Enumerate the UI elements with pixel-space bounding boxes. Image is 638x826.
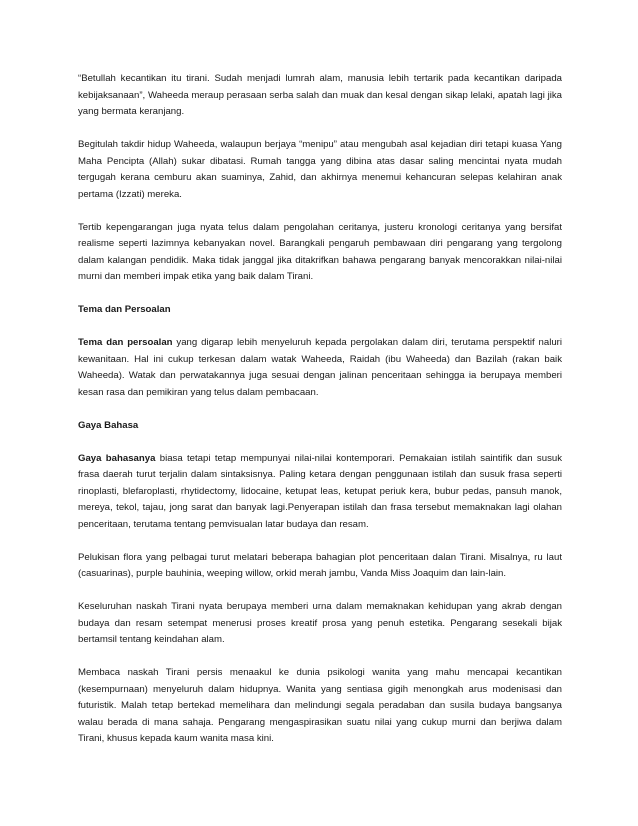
paragraph-tema: [78, 335, 562, 401]
paragraph-authorship: Tertib kepengarangan juga nyata telus dalam pengolahan ceritanya, justeru kronologi ceritanya yang bersifat realisme seperti lazimnya kebanyakan novel. Barangkali pengaruh pembawaan diri pengarang yang tergolong dalam kalangan pendidik. Maka tidak janggal jika ditakrifkan bahawa pengarang banyak mencorakkan nilai-nilai murni dan memberi impak etika yang baik dalam Tirani.: [78, 221, 562, 282]
heading-gaya-bahasa: Gaya Bahasa: [78, 419, 139, 431]
paragraph-tema-lead: Tema dan persoalan: [78, 337, 173, 348]
paragraph-flora: Pelukisan flora yang pelbagai turut melatari beberapa bahagian plot penceritaan dalan Tirani. Misalnya, ru laut (casuarinas), purple bauhinia, weeping willow, orkid merah jambu, Vanda Miss Joaquim dan lain-lain.: [78, 551, 562, 579]
paragraph-membaca: Membaca naskah Tirani persis menaakul ke dunia psikologi wanita yang mahu mencapai kecantikan (kesempurnaan) menyeluruh dalam hidupnya. Wanita yang sentiasa gigih menongkah arus modenisasi dan futuristik. Malah tetap bertekad memelihara dan melindungi segala peradaban dan susila budaya bangsanya walau berada di mana sahaja. Pengarang mengaspirasikan suatu nilai yang cukup murni dan berjiwa dalam Tirani, khusus kepada kaum wanita masa kini.: [78, 667, 562, 744]
paragraph-gaya-bahasa: [78, 451, 562, 534]
document-body: [78, 71, 562, 764]
paragraph-keseluruhan: Keseluruhan naskah Tirani nyata berupaya memberi urna dalam memaknakan kehidupan yang akrab dengan budaya dan resam setempat menerusi proses kreatif prosa yang penuh estetika. Pengarang sesekali bijak bertamsil tentang keindahan alam.: [78, 601, 562, 645]
heading-tema-dan-persoalan: Tema dan Persoalan: [78, 304, 171, 315]
paragraph-opening-quote: “Betullah kecantikan itu tirani. Sudah menjadi lumrah alam, manusia lebih tertarik pada kecantikan daripada kebijaksanaan”, Waheeda meraup perasaan serba salah dan muak dan kesal dengan sikap lelaki, apatah lagi jika yang bermata keranjang.: [78, 73, 562, 117]
paragraph-gaya-bahasa-text: biasa tetapi tetap mempunyai nilai-nilai kontemporari. Pemakaian istilah saintifik dan susuk frasa daerah turut terjalin dalam sintaksisnya. Paling ketara dengan penggunaan istilah dan susuk frasa seperti rinoplasti, blefaroplasti, rhytidectomy, lidocaine, ketupat leas, ketupat periuk kera, bubur pedas, pansuh manok, mereya, tekol, tajau, jong sarat dan banyak lagi.Penyerapan istilah dan frasa tersebut memaknakan lagi olahan penceritaan, terutama tentang pemvisualan latar budaya dan resam.: [78, 452, 562, 530]
paragraph-tema-text: yang digarap lebih menyeluruh kepada pergolakan dalam diri, terutama perspektif naluri kewanitaan. Hal ini cukup terkesan dalam watak Waheeda, Raidah (ibu Waheeda) dan Bazilah (rakan baik Waheeda). Watak dan perwatakannya juga sesuai dengan jalinan penceritaan sehingga ia berupaya memberi kesan rasa dan pemikiran yang telus dalam pembacaan.: [78, 337, 562, 398]
paragraph-gaya-bahasa-lead: Gaya bahasanya: [78, 452, 156, 464]
paragraph-waheeda-fate: Begitulah takdir hidup Waheeda, walaupun berjaya “menipu” atau mengubah asal kejadian diri tetapi kuasa Yang Maha Pencipta (Allah) sukar dibatasi. Rumah tangga yang dibina atas dasar saling mencintai nyata mudah tergugah kerana cemburu akan suaminya, Zahid, dan akhirnya menemui kehancuran selepas kelahiran anak pertama (Izzati) mereka.: [78, 139, 562, 200]
